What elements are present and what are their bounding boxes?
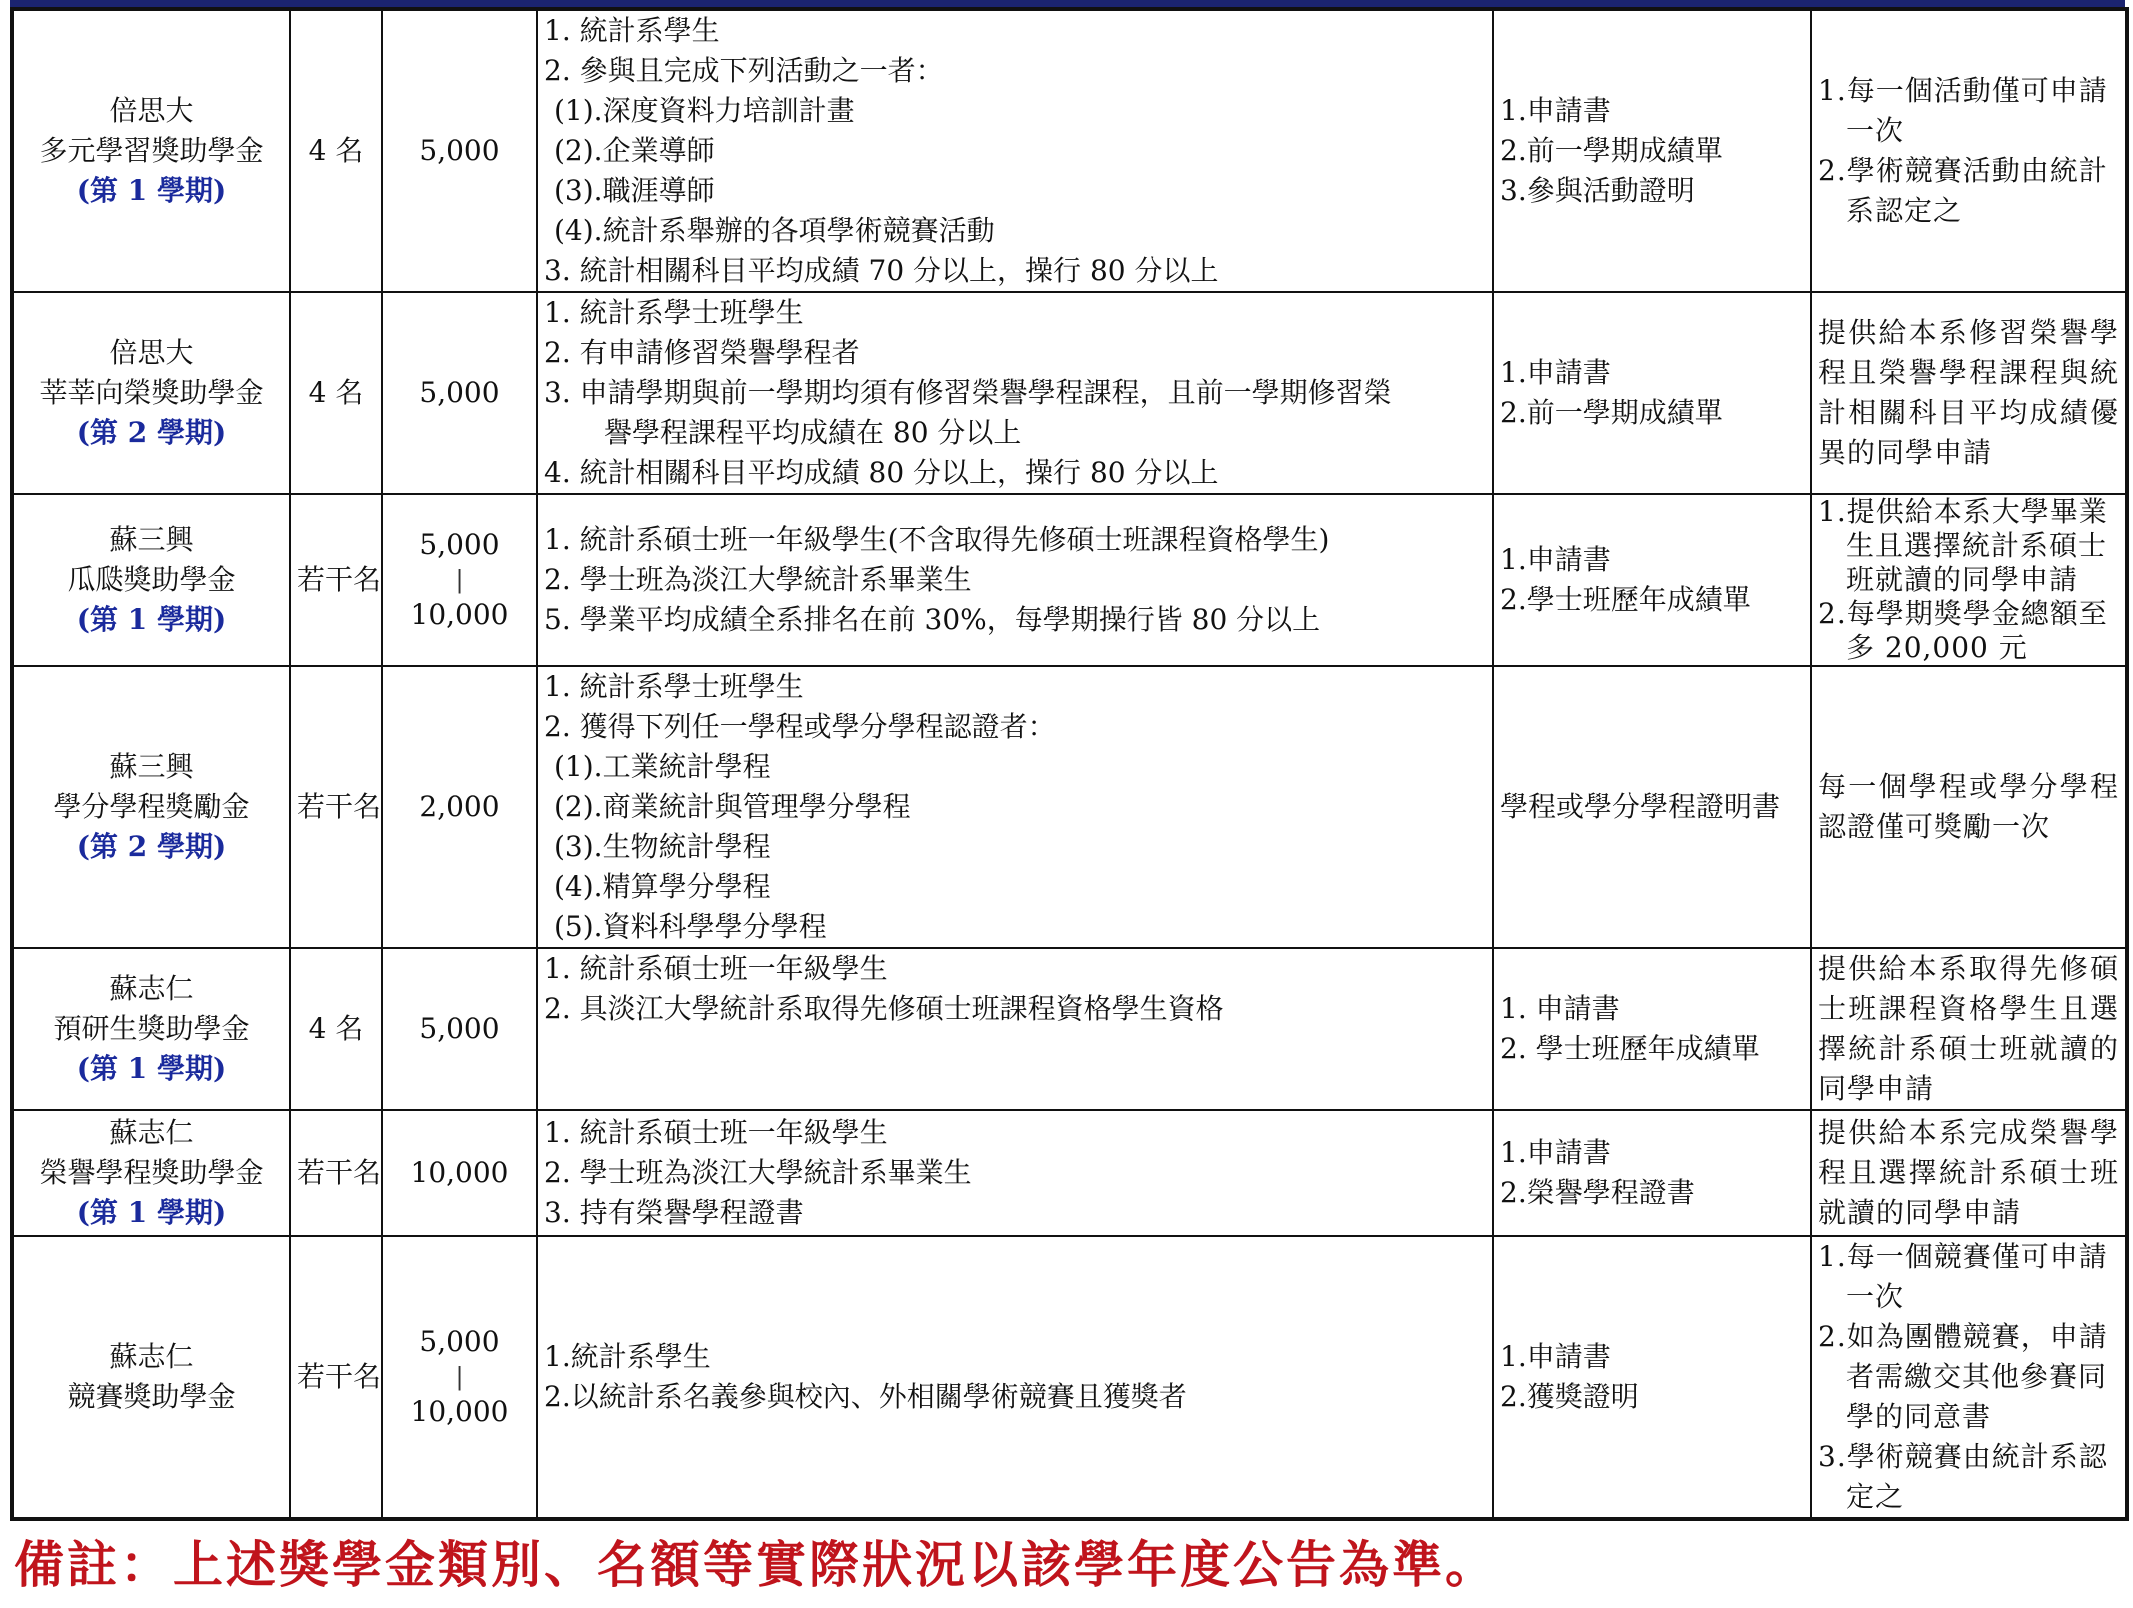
notes-cell: 提供給本系取得先修碩士班課程資格學生且選擇統計系碩士班就讀的同學申請 (1811, 948, 2127, 1110)
notes-cell: 提供給本系修習榮譽學程且榮譽學程課程與統計相關科目平均成績優異的同學申請 (1811, 292, 2127, 494)
quota-cell: 4 名 (290, 292, 382, 494)
amount-cell: 2,000 (382, 666, 537, 948)
documents-cell: 1.申請書 2.前一學期成績單 3.參與活動證明 (1493, 9, 1811, 292)
table-row (12, 666, 2127, 948)
semester-label: (第 1 學期) (76, 1052, 227, 1085)
quota-cell: 4 名 (290, 948, 382, 1110)
requirements-cell: 1. 統計系學士班學生 2. 有申請修習榮譽學程者 3. 申請學期與前一學期均須有修習榮譽學程課程，且前一學期修習榮 譽學程課程平均成績在 80 分以上 4. 統計相關科目平均成績 80 分以上，操行 80 分以上 (537, 292, 1493, 494)
table-row (12, 292, 2127, 494)
scholarship-name-cell: 蘇三興 學分學程獎勵金 (第 2 學期) (12, 666, 290, 948)
documents-cell: 1.申請書 2.學士班歷年成績單 (1493, 494, 1811, 666)
quota-cell: 若干名 (290, 666, 382, 948)
requirements-cell: 1. 統計系學生 2. 參與且完成下列活動之一者： (1).深度資料力培訓計畫 (2).企業導師 (3).職涯導師 (4).統計系舉辦的各項學術競賽活動 3. 統計相關科目平均成績 70 分以上，操行 80 分以上 (537, 9, 1493, 292)
amount-cell: 5,000 (382, 9, 537, 292)
semester-label: (第 2 學期) (76, 416, 227, 449)
documents-cell: 1.申請書 2.榮譽學程證書 (1493, 1110, 1811, 1236)
remark-note: 備註：上述獎學金類別、名額等實際狀況以該學年度公告為準。 (14, 1535, 1498, 1594)
quota-cell: 若干名 (290, 494, 382, 666)
semester-label: (第 2 學期) (76, 830, 227, 863)
notes-cell: 1.提供給本系大學畢業 生且選擇統計系碩士 班就讀的同學申請 2.每學期獎學金總額至 多 20,000 元 (1811, 494, 2127, 666)
amount-cell: 5,000 (382, 292, 537, 494)
semester-label: (第 1 學期) (76, 603, 227, 636)
notes-cell: 每一個學程或學分學程認證僅可獎勵一次 (1811, 666, 2127, 948)
scholarship-name-cell: 蘇志仁 競賽獎助學金 (12, 1236, 290, 1519)
quota-cell: 若干名 (290, 1236, 382, 1519)
scholarship-table (10, 7, 2129, 1521)
documents-cell: 學程或學分學程證明書 (1493, 666, 1811, 948)
scholarship-name-cell: 蘇志仁 榮譽學程獎助學金 (第 1 學期) (12, 1110, 290, 1236)
table-row (12, 948, 2127, 1110)
documents-cell: 1.申請書 2.前一學期成績單 (1493, 292, 1811, 494)
quota-cell: 若干名 (290, 1110, 382, 1236)
amount-cell: 10,000 (382, 1110, 537, 1236)
requirements-cell: 1. 統計系碩士班一年級學生(不含取得先修碩士班課程資格學生) 2. 學士班為淡江大學統計系畢業生 5. 學業平均成績全系排名在前 30%，每學期操行皆 80 分以上 (537, 494, 1493, 666)
table-row (12, 494, 2127, 666)
semester-label: (第 1 學期) (76, 1196, 227, 1229)
requirements-cell: 1. 統計系碩士班一年級學生 2. 學士班為淡江大學統計系畢業生 3. 持有榮譽學程證書 (537, 1110, 1493, 1236)
table-row (12, 1110, 2127, 1236)
documents-cell: 1. 申請書 2. 學士班歷年成績單 (1493, 948, 1811, 1110)
notes-cell: 提供給本系完成榮譽學程且選擇統計系碩士班就讀的同學申請 (1811, 1110, 2127, 1236)
table-row (12, 9, 2127, 292)
requirements-cell: 1. 統計系學士班學生 2. 獲得下列任一學程或學分學程認證者： (1).工業統計學程 (2).商業統計與管理學分學程 (3).生物統計學程 (4).精算學分學程 (5).資料科學學分學程 (537, 666, 1493, 948)
notes-cell: 1.每一個競賽僅可申請 一次 2.如為團體競賽，申請 者需繳交其他參賽同 學的同意書 3.學術競賽由統計系認 定之 (1811, 1236, 2127, 1519)
quota-cell: 4 名 (290, 9, 382, 292)
documents-cell: 1.申請書 2.獲獎證明 (1493, 1236, 1811, 1519)
scholarship-name-cell: 蘇志仁 預研生獎助學金 (第 1 學期) (12, 948, 290, 1110)
notes-cell: 1.每一個活動僅可申請 一次 2.學術競賽活動由統計 系認定之 (1811, 9, 2127, 292)
amount-cell: 5,000 | 10,000 (382, 494, 537, 666)
top-border-bar (10, 0, 2125, 7)
amount-cell: 5,000 (382, 948, 537, 1110)
requirements-cell: 1.統計系學生 2.以統計系名義參與校內、外相關學術競賽且獲獎者 (537, 1236, 1493, 1519)
table-row (12, 1236, 2127, 1519)
requirements-cell: 1. 統計系碩士班一年級學生 2. 具淡江大學統計系取得先修碩士班課程資格學生資格 (537, 948, 1493, 1110)
amount-cell: 5,000 | 10,000 (382, 1236, 537, 1519)
semester-label: (第 1 學期) (76, 174, 227, 207)
scholarship-name-cell: 倍思大 莘莘向榮獎助學金 (第 2 學期) (12, 292, 290, 494)
scholarship-name-cell: 倍思大 多元學習獎助學金 (第 1 學期) (12, 9, 290, 292)
scholarship-name-cell: 蘇三興 瓜瓞獎助學金 (第 1 學期) (12, 494, 290, 666)
